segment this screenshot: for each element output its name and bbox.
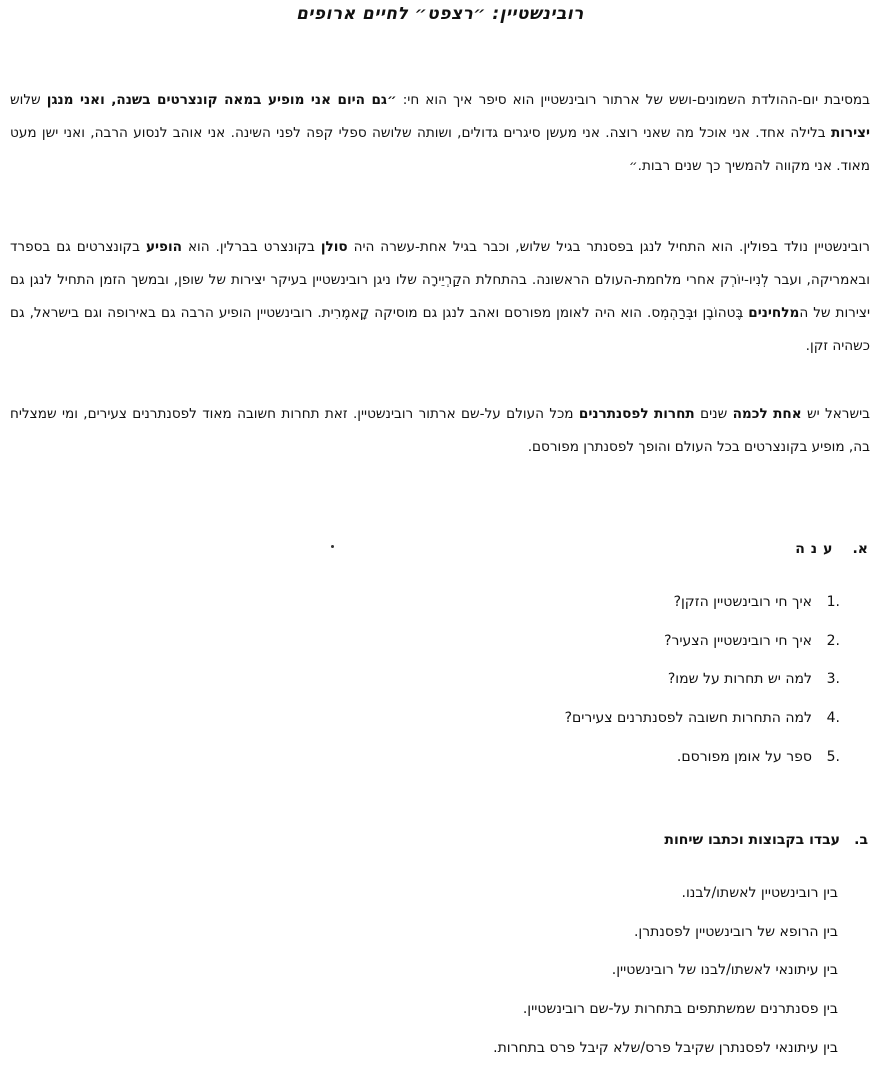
- text-span: בֶּטהוֹבֶן וּבְּרַהְמְס. הוא היה לאומן מפורסם ואהב לנגן גם מוסיקה קָאמֶרִית. רובינשטיין הופיע הרבה גם באירופה וגם בישראל, גם כשהיה זקן.: [10, 305, 870, 354]
- section-b-heading: [664, 832, 868, 848]
- question-text: איך חי רובינשטיין הזקן?: [673, 594, 812, 611]
- section-b-title: עבדו בקבוצות וכתבו שיחות: [664, 832, 840, 848]
- text-span: רובינשטיין נולד בפולין. הוא התחיל לנגן בפסנתר בגיל שלוש, וכבר בגיל אחת-עשרה היה: [347, 239, 870, 255]
- bold-word: מנגן: [46, 92, 74, 108]
- text-span: בישראל יש: [801, 406, 871, 422]
- section-b-letter: ב.: [854, 832, 868, 848]
- dialogue-item: בין הרופא של רובינשטיין לפסנתרן.: [633, 923, 838, 940]
- dialogue-list: [493, 874, 838, 1067]
- question-text: איך חי רובינשטיין הצעיר?: [664, 632, 812, 649]
- section-a-title: ענה: [795, 541, 839, 557]
- scan-speck: [331, 545, 334, 548]
- bold-word: לפסנתרנים: [578, 406, 649, 422]
- text-span: בקונצרט בברלין. הוא: [182, 239, 321, 255]
- question-list: [565, 583, 840, 776]
- quote-span: ״גם היום אני מופיע במאה קונצרטים בשנה, ואני: [73, 92, 397, 108]
- question-item: [565, 583, 840, 622]
- text-span: שנים: [694, 406, 733, 422]
- bold-word: אחת: [773, 406, 802, 422]
- bold-word: הופיע: [145, 239, 182, 255]
- question-text: למה התחרות חשובה לפסנתרנים צעירים?: [564, 710, 812, 727]
- question-item: [565, 622, 840, 661]
- dialogue-item: בין פסנתרנים שמשתתפים בתחרות על-שם רובינשטיין.: [522, 1001, 838, 1018]
- text-span: בלילה אחד. אני אוכל מה שאני רוצה. אני מעשן סיגרים גדולים, ושותה שלושה ספלי קפה לפני השינה. אני אוהב לנסוע הרבה, ואני ישן מעט מאוד. אני מקווה להמשיך כך שנים רבות.״: [10, 125, 870, 174]
- text-span: בקונצרטים גם בספרד ובאמריקה, ועבר לְנִיו-יוֹרְק אחרי מלחמת-העולם הראשונה. בהתחלת הקַרְיֵירָה שלו ניגן רובינשטיין בעיקר יצירות של שופן, ובמשך הזמן התחיל לנגן גם יצירות של ה: [10, 239, 870, 321]
- question-number: .4: [826, 710, 840, 727]
- section-a-letter: א.: [852, 541, 868, 557]
- question-item: [565, 699, 840, 738]
- question-text: ספר על אומן מפורסם.: [676, 748, 812, 765]
- section-a-heading: [795, 541, 868, 557]
- bold-word: תחרות: [653, 406, 695, 422]
- bold-word: מלחינים: [748, 305, 800, 321]
- question-number: .3: [826, 671, 840, 688]
- bold-word: יצירות: [830, 125, 870, 141]
- question-item: [565, 660, 840, 699]
- text-span: שלוש: [10, 92, 47, 108]
- question-number: .2: [826, 632, 840, 649]
- dialogue-item: בין עיתונאי לפסנתרן שקיבל פרס/שלא קיבל פרס בתחרות.: [493, 1039, 838, 1056]
- bold-word: לכמה: [732, 406, 768, 422]
- paragraph-birthday-quote: [10, 84, 870, 183]
- question-number: .5: [826, 748, 840, 765]
- text-span: במסיבת יום-ההולדת השמונים-ושש של ארתור רובינשטיין הוא סיפר איך הוא חי:: [396, 92, 870, 108]
- question-text: למה יש תחרות על שמו?: [667, 671, 812, 688]
- page-title: רובינשטיין: ״רצפט״ לחיים ארופים: [296, 4, 584, 24]
- text-span: מכל העולם על-שם ארתור רובינשטיין. זאת תחרות חשובה מאוד לפסנתרנים צעירים, ומי שמצליח בה, מופיע בקונצרטים בכל העולם והופך לפסנתרן מפורסם.: [10, 406, 870, 455]
- paragraph-biography: [10, 231, 870, 363]
- paragraph-competition: [10, 398, 870, 464]
- dialogue-item: בין עיתונאי לאשתו/לבנו של רובינשטיין.: [611, 962, 838, 979]
- question-item: [565, 737, 840, 776]
- question-number: .1: [826, 594, 840, 611]
- dialogue-item: בין רובינשטיין לאשתו/לבנו.: [681, 885, 838, 902]
- bold-word: סולן: [320, 239, 348, 255]
